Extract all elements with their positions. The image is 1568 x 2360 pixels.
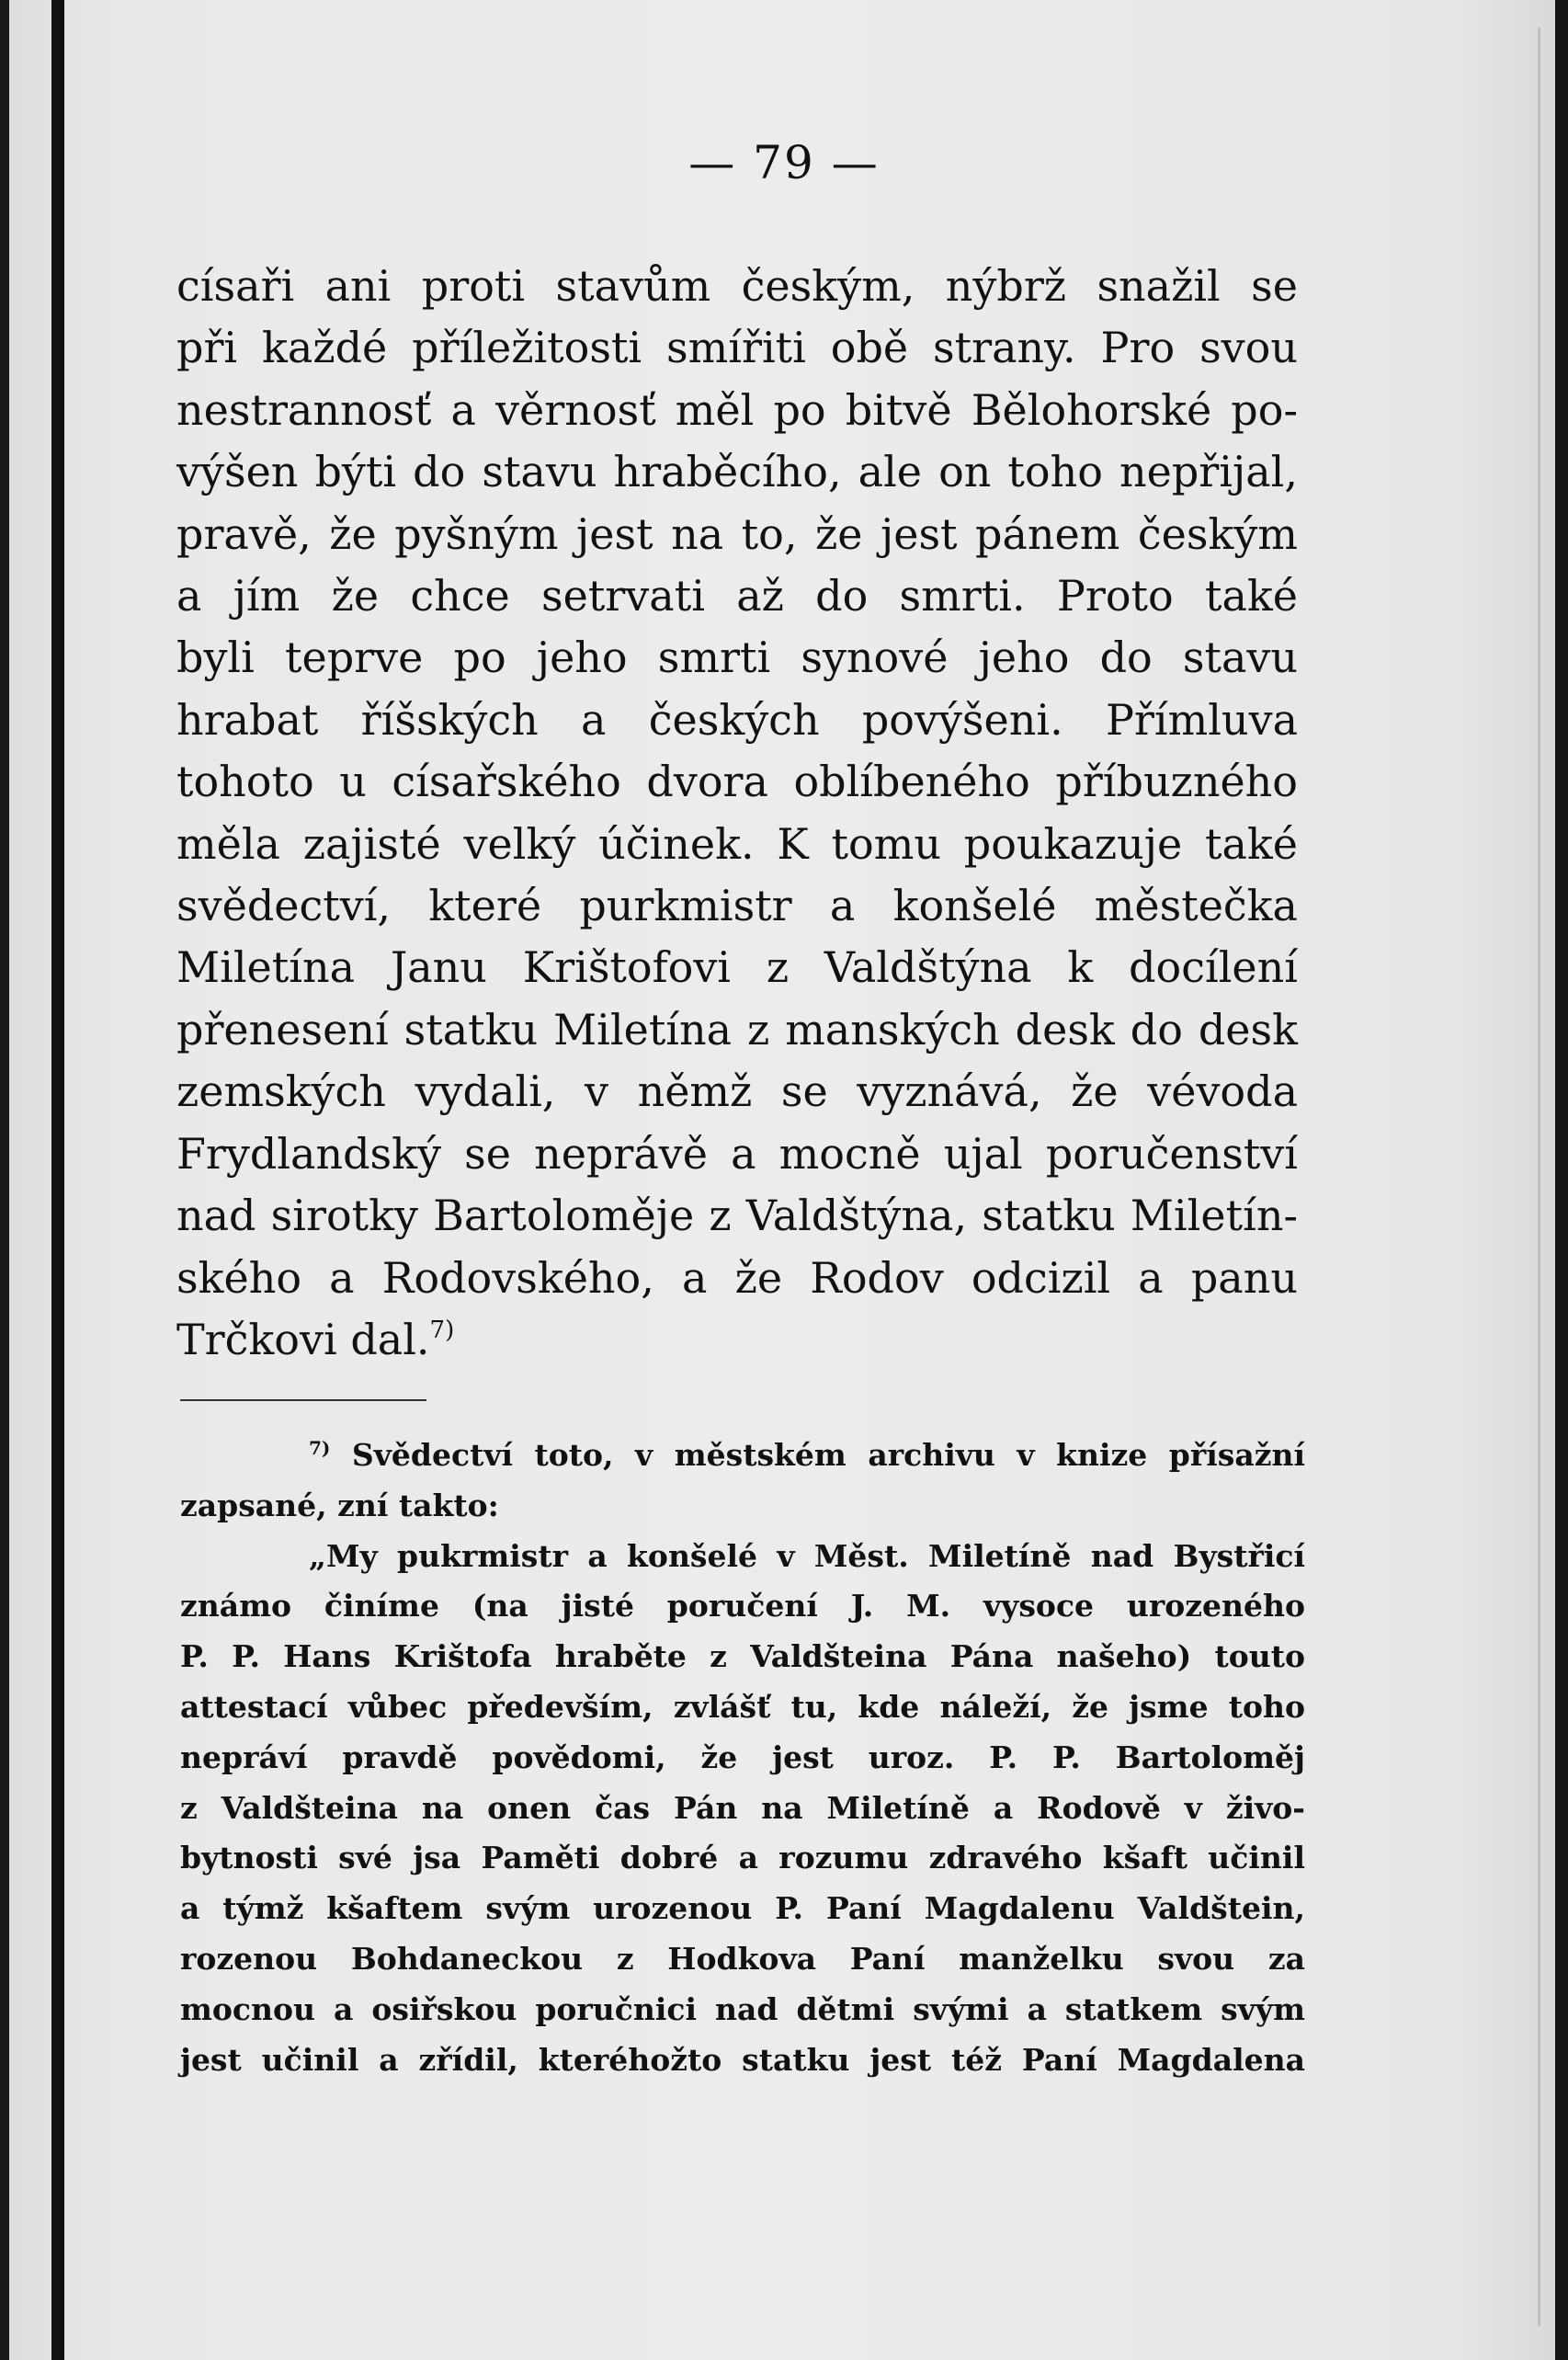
footnote-line: z Valdšteina na onen čas Pán na Miletíně a Rodově v živo- bbox=[180, 1789, 1305, 1826]
text-line: výšen býti do stavu hraběcího, ale on toho nepřijal, bbox=[176, 447, 1298, 497]
footnote-line: „My pukrmistr a konšelé v Měst. Miletíně nad Bystřicí bbox=[309, 1537, 1305, 1574]
scan-edge-left bbox=[0, 0, 9, 2360]
footnote-line: a týmž kšaftem svým urozenou P. Paní Magdalenu Valdštein, bbox=[180, 1890, 1305, 1927]
text-line: nestrannosť a věrnosť měl po bitvě Bělohorské po- bbox=[176, 384, 1298, 435]
footnote-line-content: Svědectví toto, v městském archivu v knize přísažní bbox=[351, 1437, 1305, 1473]
page-number: — 79 — bbox=[688, 136, 880, 189]
text-line: Frydlandský se neprávě a mocně ujal poručenství bbox=[176, 1128, 1298, 1179]
footnote-reference: 7) bbox=[429, 1316, 455, 1344]
page-edge-line bbox=[1538, 28, 1540, 2326]
text-line: přenesení statku Miletína z manských desk do desk bbox=[176, 1004, 1298, 1055]
text-line: pravě, že pyšným jest na to, že jest pánem českým bbox=[176, 508, 1298, 559]
footnote-line: P. P. Hans Krištofa hraběte z Valdšteina Pána našeho) touto bbox=[180, 1638, 1305, 1675]
footnote bbox=[180, 1431, 1305, 2085]
footnote-line: zapsané, zní takto: bbox=[180, 1487, 499, 1523]
text-line: zemských vydali, v němž se vyznává, že vévoda bbox=[176, 1066, 1298, 1117]
text-line: svědectví, které purkmistr a konšelé městečka bbox=[176, 881, 1298, 931]
footnote-line: bytnosti své jsa Paměti dobré a rozumu zdravého kšaft učinil bbox=[180, 1840, 1305, 1876]
main-text-body bbox=[176, 256, 1298, 1371]
footnote-separator bbox=[180, 1399, 426, 1401]
text-line-last bbox=[176, 1309, 1298, 1371]
footnote-marker: 7) bbox=[309, 1437, 331, 1459]
text-line-last-content: Trčkovi dal. bbox=[176, 1314, 430, 1364]
text-line: při každé příležitosti smířiti obě strany. Pro svou bbox=[176, 323, 1298, 373]
text-line: měla zajisté velký účinek. K tomu poukazuje také bbox=[176, 818, 1298, 869]
footnote-line bbox=[180, 1431, 1305, 1481]
footnote-line: známo činíme (na jisté poručení J. M. vysoce urozeného bbox=[180, 1588, 1305, 1625]
text-line: tohoto u císařského dvora oblíbeného příbuzného bbox=[176, 757, 1298, 807]
footnote-line: mocnou a osiřskou poručnici nad dětmi svými a statkem svým bbox=[180, 1990, 1305, 2027]
text-line: ského a Rodovského, a že Rodov odcizil a panu bbox=[176, 1252, 1298, 1303]
text-line: císaři ani proti stavům českým, nýbrž snažil se bbox=[176, 261, 1298, 311]
footnote-line: rozenou Bohdaneckou z Hodkova Paní manželku svou za bbox=[180, 1940, 1305, 1977]
text-line: byli teprve po jeho smrti synové jeho do stavu bbox=[176, 633, 1298, 683]
book-spine-shadow bbox=[51, 0, 64, 2360]
footnote-line: nepráví pravdě povědomi, že jest uroz. P. P. Bartoloměj bbox=[180, 1739, 1305, 1775]
text-line: a jím že chce setrvati až do smrti. Proto také bbox=[176, 571, 1298, 621]
footnote-line: jest učinil a zřídil, kteréhožto statku jest též Paní Magdalena bbox=[180, 2041, 1305, 2078]
footnote-line: attestací vůbec především, zvlášť tu, kde náleží, že jsme toho bbox=[180, 1688, 1305, 1725]
text-line: hrabat říšských a českých povýšeni. Přímluva bbox=[176, 694, 1298, 745]
text-line: nad sirotky Bartoloměje z Valdštýna, statku Miletín- bbox=[176, 1191, 1298, 1241]
text-line: Miletína Janu Krištofovi z Valdštýna k docílení bbox=[176, 942, 1298, 993]
scan-edge-right bbox=[1555, 0, 1568, 2360]
